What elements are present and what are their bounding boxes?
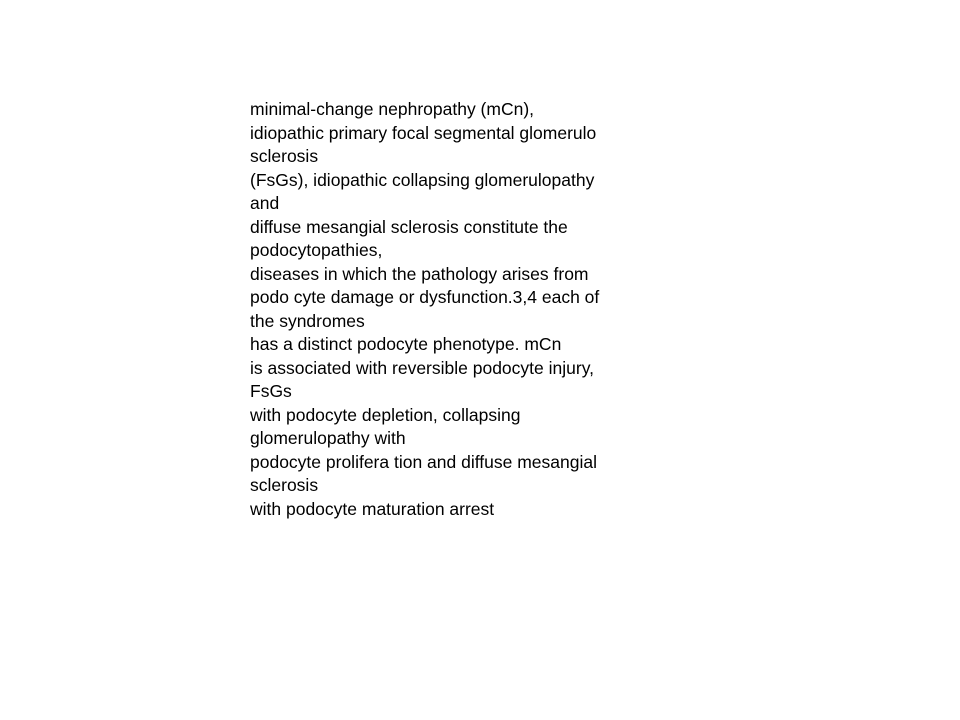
text-line: podocyte prolifera tion and diffuse mesangial — [250, 451, 597, 472]
body-text — [250, 98, 720, 521]
text-line: the syndromes — [250, 310, 365, 331]
text-line: podo cyte damage or dysfunction.3,4 each of — [250, 287, 600, 307]
text-line: and — [250, 193, 280, 213]
text-line: minimal-change nephropathy (mCn), — [250, 99, 535, 119]
text-line: FsGs — [250, 381, 292, 401]
text-line: is associated with reversible podocyte injury, — [250, 357, 595, 378]
text-line: sclerosis — [250, 146, 319, 166]
text-line: with podocyte maturation arrest — [250, 498, 495, 519]
text-line: sclerosis — [250, 475, 319, 495]
text-line: podocytopathies, — [250, 240, 383, 260]
text-line: idiopathic primary focal segmental glomerulo — [250, 122, 597, 143]
text-line: diffuse mesangial sclerosis constitute the — [250, 216, 568, 237]
text-line: diseases in which the pathology arises from — [250, 263, 589, 284]
text-line: glomerulopathy with — [250, 428, 406, 448]
text-line: with podocyte depletion, collapsing — [250, 404, 521, 425]
text-line: (FsGs), idiopathic collapsing glomerulopathy — [250, 169, 595, 190]
text-line: has a distinct podocyte phenotype. mCn — [250, 334, 562, 354]
